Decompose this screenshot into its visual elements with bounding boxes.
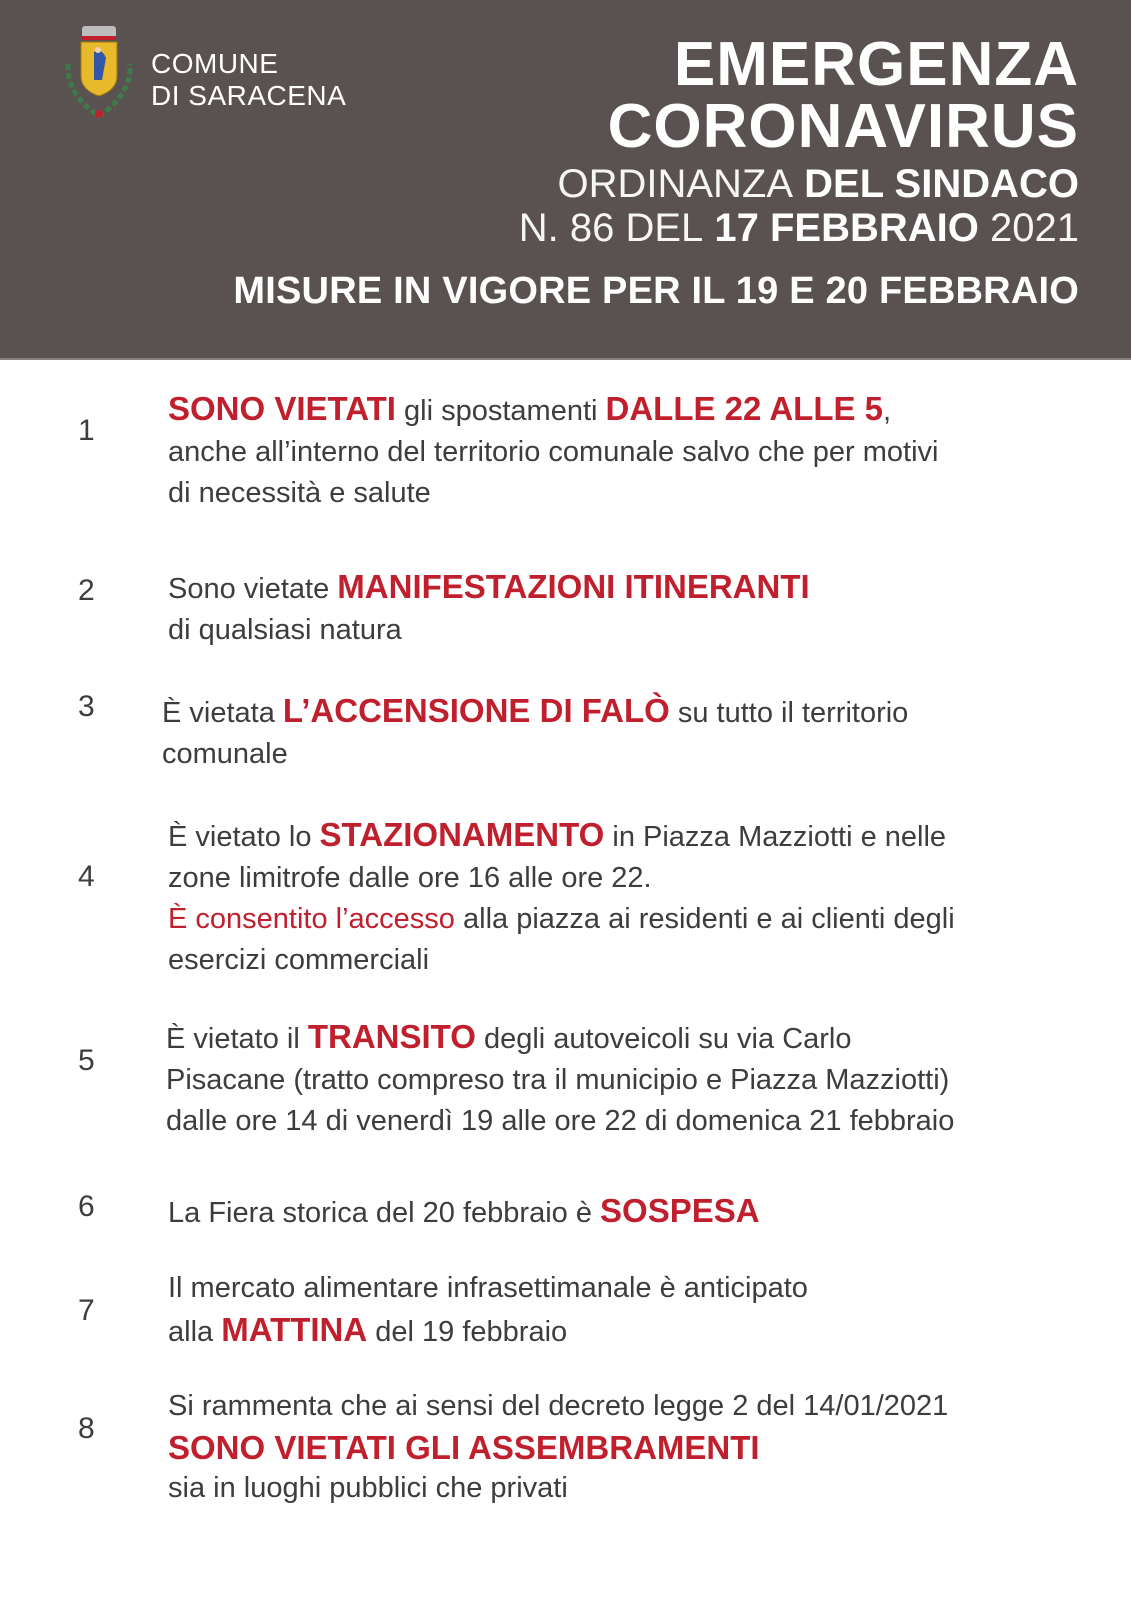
item-number: 4 — [78, 860, 95, 893]
title-line-1: EMERGENZA — [673, 30, 1079, 99]
ordinance-line: ORDINANZA DEL SINDACO — [557, 162, 1079, 206]
item-number: 8 — [78, 1412, 95, 1445]
ordinance-number-line: N. 86 DEL 17 FEBBRAIO 2021 — [518, 206, 1079, 250]
coat-of-arms-icon — [60, 24, 138, 124]
municipality-name: COMUNE DI SARACENA — [151, 48, 347, 111]
title-line-2: CORONAVIRUS — [607, 92, 1079, 161]
measures-heading: MISURE IN VIGORE PER IL 19 E 20 FEBBRAIO — [233, 270, 1079, 312]
item-number: 7 — [78, 1294, 95, 1327]
item-number: 5 — [78, 1044, 95, 1077]
item-number: 2 — [78, 574, 95, 607]
header-banner — [0, 0, 1131, 360]
item-number: 3 — [78, 690, 95, 723]
item-number: 1 — [78, 414, 95, 447]
title-block — [518, 30, 1079, 250]
item-number: 6 — [78, 1190, 95, 1223]
